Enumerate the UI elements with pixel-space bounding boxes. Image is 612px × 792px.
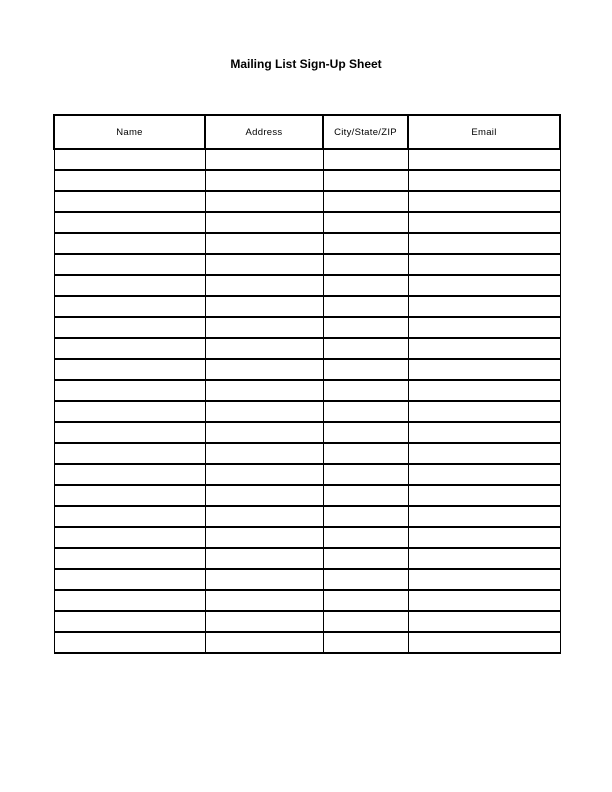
name-cell[interactable] — [54, 338, 205, 359]
name-cell[interactable] — [54, 506, 205, 527]
table-row — [54, 569, 560, 590]
address-cell[interactable] — [205, 317, 323, 338]
city-state-zip-cell[interactable] — [323, 254, 408, 275]
table-row — [54, 422, 560, 443]
table-row — [54, 527, 560, 548]
table-row — [54, 464, 560, 485]
email-cell[interactable] — [408, 422, 560, 443]
table-row — [54, 275, 560, 296]
table-row — [54, 254, 560, 275]
email-cell[interactable] — [408, 191, 560, 212]
address-cell[interactable] — [205, 359, 323, 380]
name-cell[interactable] — [54, 275, 205, 296]
city-state-zip-cell[interactable] — [323, 338, 408, 359]
name-cell[interactable] — [54, 611, 205, 632]
city-state-zip-cell[interactable] — [323, 401, 408, 422]
table-row — [54, 191, 560, 212]
email-cell[interactable] — [408, 212, 560, 233]
name-cell[interactable] — [54, 254, 205, 275]
name-cell[interactable] — [54, 149, 205, 170]
address-cell[interactable] — [205, 296, 323, 317]
city-state-zip-cell[interactable] — [323, 317, 408, 338]
signup-table — [53, 114, 561, 654]
name-cell[interactable] — [54, 170, 205, 191]
table-body — [54, 149, 560, 653]
column-header-email: Email — [408, 115, 560, 149]
address-cell[interactable] — [205, 149, 323, 170]
address-cell[interactable] — [205, 338, 323, 359]
address-cell[interactable] — [205, 464, 323, 485]
name-cell[interactable] — [54, 401, 205, 422]
page-title: Mailing List Sign-Up Sheet — [230, 57, 382, 71]
address-cell[interactable] — [205, 485, 323, 506]
name-cell[interactable] — [54, 422, 205, 443]
table-row — [54, 632, 560, 653]
email-cell[interactable] — [408, 590, 560, 611]
address-cell[interactable] — [205, 590, 323, 611]
name-cell[interactable] — [54, 527, 205, 548]
address-cell[interactable] — [205, 506, 323, 527]
email-cell[interactable] — [408, 569, 560, 590]
column-header-address: Address — [205, 115, 323, 149]
table-row — [54, 443, 560, 464]
email-cell[interactable] — [408, 233, 560, 254]
address-cell[interactable] — [205, 212, 323, 233]
city-state-zip-cell[interactable] — [323, 443, 408, 464]
email-cell[interactable] — [408, 443, 560, 464]
address-cell[interactable] — [205, 611, 323, 632]
name-cell[interactable] — [54, 296, 205, 317]
city-state-zip-cell[interactable] — [323, 569, 408, 590]
email-cell[interactable] — [408, 527, 560, 548]
address-cell[interactable] — [205, 275, 323, 296]
email-cell[interactable] — [408, 506, 560, 527]
city-state-zip-cell[interactable] — [323, 359, 408, 380]
city-state-zip-cell[interactable] — [323, 191, 408, 212]
address-cell[interactable] — [205, 380, 323, 401]
address-cell[interactable] — [205, 569, 323, 590]
column-header-city-state-zip: City/State/ZIP — [323, 115, 408, 149]
table-row — [54, 401, 560, 422]
email-cell[interactable] — [408, 380, 560, 401]
email-cell[interactable] — [408, 317, 560, 338]
table-row — [54, 317, 560, 338]
column-header-name: Name — [54, 115, 205, 149]
city-state-zip-cell[interactable] — [323, 464, 408, 485]
email-cell[interactable] — [408, 464, 560, 485]
city-state-zip-cell[interactable] — [323, 632, 408, 653]
city-state-zip-cell[interactable] — [323, 506, 408, 527]
email-cell[interactable] — [408, 611, 560, 632]
city-state-zip-cell[interactable] — [323, 275, 408, 296]
table-row — [54, 170, 560, 191]
table-row — [54, 485, 560, 506]
name-cell[interactable] — [54, 443, 205, 464]
address-cell[interactable] — [205, 527, 323, 548]
table-row — [54, 380, 560, 401]
email-cell[interactable] — [408, 401, 560, 422]
address-cell[interactable] — [205, 548, 323, 569]
name-cell[interactable] — [54, 548, 205, 569]
name-cell[interactable] — [54, 632, 205, 653]
email-cell[interactable] — [408, 296, 560, 317]
email-cell[interactable] — [408, 338, 560, 359]
city-state-zip-cell[interactable] — [323, 527, 408, 548]
table-row — [54, 233, 560, 254]
city-state-zip-cell[interactable] — [323, 170, 408, 191]
address-cell[interactable] — [205, 254, 323, 275]
table-row — [54, 149, 560, 170]
name-cell[interactable] — [54, 191, 205, 212]
city-state-zip-cell[interactable] — [323, 296, 408, 317]
city-state-zip-cell[interactable] — [323, 611, 408, 632]
name-cell[interactable] — [54, 485, 205, 506]
city-state-zip-cell[interactable] — [323, 590, 408, 611]
email-cell[interactable] — [408, 149, 560, 170]
table-row — [54, 296, 560, 317]
name-cell[interactable] — [54, 380, 205, 401]
email-cell[interactable] — [408, 275, 560, 296]
address-cell[interactable] — [205, 401, 323, 422]
address-cell[interactable] — [205, 170, 323, 191]
city-state-zip-cell[interactable] — [323, 485, 408, 506]
name-cell[interactable] — [54, 212, 205, 233]
email-cell[interactable] — [408, 485, 560, 506]
name-cell[interactable] — [54, 569, 205, 590]
address-cell[interactable] — [205, 191, 323, 212]
name-cell[interactable] — [54, 590, 205, 611]
name-cell[interactable] — [54, 359, 205, 380]
table-row — [54, 212, 560, 233]
name-cell[interactable] — [54, 464, 205, 485]
city-state-zip-cell[interactable] — [323, 548, 408, 569]
name-cell[interactable] — [54, 317, 205, 338]
email-cell[interactable] — [408, 632, 560, 653]
email-cell[interactable] — [408, 170, 560, 191]
city-state-zip-cell[interactable] — [323, 233, 408, 254]
name-cell[interactable] — [54, 233, 205, 254]
email-cell[interactable] — [408, 359, 560, 380]
address-cell[interactable] — [205, 443, 323, 464]
table-row — [54, 506, 560, 527]
table-row — [54, 548, 560, 569]
table-row — [54, 611, 560, 632]
table-row — [54, 590, 560, 611]
city-state-zip-cell[interactable] — [323, 212, 408, 233]
city-state-zip-cell[interactable] — [323, 422, 408, 443]
table-row — [54, 338, 560, 359]
email-cell[interactable] — [408, 548, 560, 569]
city-state-zip-cell[interactable] — [323, 380, 408, 401]
header-row — [54, 115, 560, 149]
city-state-zip-cell[interactable] — [323, 149, 408, 170]
email-cell[interactable] — [408, 254, 560, 275]
table-row — [54, 359, 560, 380]
address-cell[interactable] — [205, 233, 323, 254]
address-cell[interactable] — [205, 422, 323, 443]
address-cell[interactable] — [205, 632, 323, 653]
